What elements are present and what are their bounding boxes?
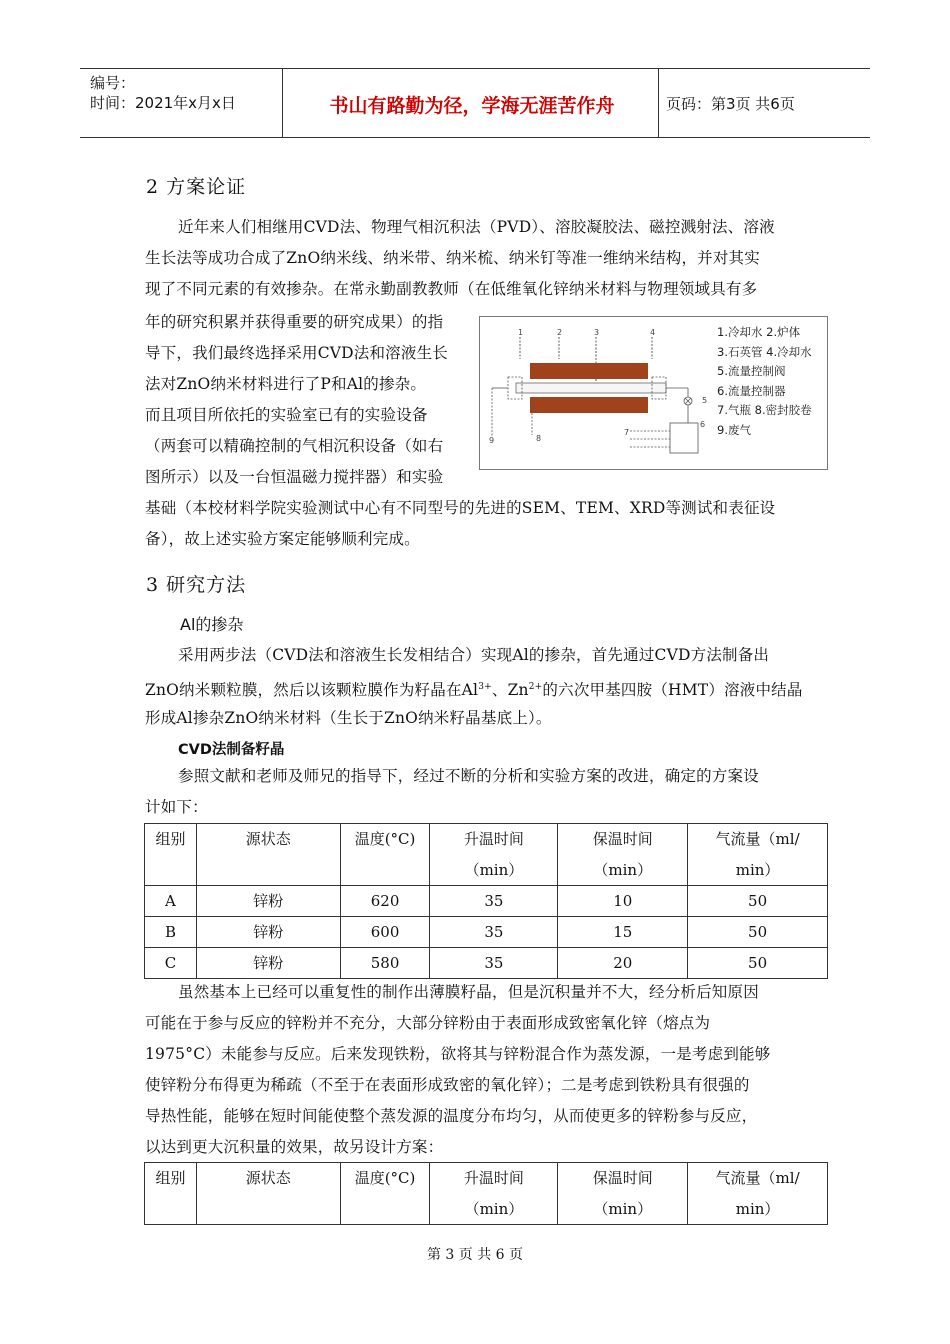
page-header xyxy=(80,68,870,138)
paragraph-line: 法对ZnO纳米材料进行了P和Al的掺杂。 xyxy=(145,375,427,393)
superscript: 3+ xyxy=(478,682,492,692)
legend-item: 5.流量控制阀 xyxy=(717,364,786,378)
legend-item: 3.石英管 4.冷却水 xyxy=(717,344,812,359)
header-cell: 温度(°C) xyxy=(340,824,430,886)
paragraph-line: 形成Al掺杂ZnO纳米材料（生长于ZnO纳米籽晶基底上）。 xyxy=(145,709,552,727)
header-cell: （min） xyxy=(430,1194,558,1225)
figure-legend xyxy=(717,323,812,440)
paragraph-line: 可能在于参与反应的锌粉并不充分，大部分锌粉由于表面形成致密氧化锌（熔点为 xyxy=(145,1014,711,1032)
header-number: 编号： xyxy=(90,74,136,92)
table-row xyxy=(145,917,828,948)
paragraph-line: 导热性能，能够在短时间能使整个蒸发源的温度分布均匀，从而使更多的锌粉参与反应， xyxy=(145,1107,758,1125)
furnace-top xyxy=(530,363,648,379)
table-cell: 锌粉 xyxy=(196,886,340,917)
header-cell: 源状态 xyxy=(196,1163,340,1225)
label-7: 7 xyxy=(624,428,630,437)
table-cell: 35 xyxy=(430,917,558,948)
header-cell: 保温时间 xyxy=(558,1163,688,1194)
text-span: 的六次甲基四胺（HMT）溶液中结晶 xyxy=(542,681,803,700)
table-row xyxy=(145,948,828,979)
apparatus-diagram xyxy=(480,317,717,469)
paragraph-line: 基础（本校材料学院实验测试中心有不同型号的先进的SEM、TEM、XRD等测试和表征设 xyxy=(145,499,776,517)
label-9: 9 xyxy=(489,436,495,445)
table-row xyxy=(145,886,828,917)
section-2-title: 2 方案论证 xyxy=(146,176,247,198)
table-cell: 50 xyxy=(688,886,828,917)
paragraph-line: 生长法等成功合成了ZnO纳米线、纳米带、纳米梳、纳米钉等准一维纳米结构，并对其实 xyxy=(145,249,760,267)
header-cell: （min） xyxy=(558,1194,688,1225)
header-cell: min） xyxy=(688,855,828,886)
subheading-cvd-seed: CVD法制备籽晶 xyxy=(178,742,285,758)
quartz-tube xyxy=(516,383,666,393)
text-span: ZnO纳米颗粒膜，然后以该颗粒膜作为籽晶在Al xyxy=(145,681,479,700)
header-cell: 升温时间 xyxy=(430,1163,558,1194)
paragraph-line: 图所示）以及一台恒温磁力搅拌器）和实验 xyxy=(145,468,444,486)
superscript: 2+ xyxy=(528,682,543,692)
section-3-title: 3 研究方法 xyxy=(146,574,247,596)
table-cell: 锌粉 xyxy=(196,917,340,948)
label-4: 4 xyxy=(650,328,656,337)
subheading-al-doping: Al的掺杂 xyxy=(180,615,244,634)
table-cell: 35 xyxy=(430,948,558,979)
table-cell: 600 xyxy=(340,917,430,948)
page-footer: 第 3 页 共 6 页 xyxy=(426,1247,524,1263)
label-2: 2 xyxy=(557,328,563,337)
text-span: 、Zn xyxy=(491,681,529,700)
header-cell: 组别 xyxy=(145,1163,197,1225)
header-cell: （min） xyxy=(430,855,558,886)
legend-item: 6.流量控制器 xyxy=(717,383,786,398)
paragraph-line: 采用两步法（CVD法和溶液生长发相结合）实现Al的掺杂，首先通过CVD方法制备出 xyxy=(178,646,770,664)
paragraph-line: 虽然基本上已经可以重复性的制作出薄膜籽晶，但是沉积量并不大，经分析后知原因 xyxy=(178,983,759,1001)
label-5: 5 xyxy=(702,396,708,405)
header-meta xyxy=(90,73,236,113)
paragraph-line: 导下，我们最终选择采用CVD法和溶液生长 xyxy=(145,344,448,362)
table-cell: 15 xyxy=(558,917,688,948)
furnace-bottom xyxy=(530,397,648,413)
header-cell: 组别 xyxy=(145,824,197,886)
paragraph-line: 年的研究积累并获得重要的研究成果）的指 xyxy=(145,313,444,331)
paragraph-line: 以达到更大沉积量的效果，故另设计方案： xyxy=(145,1138,444,1156)
table-cell: A xyxy=(145,886,197,917)
paragraph-line: 近年来人们相继用CVD法、物理气相沉积法（PVD）、溶胶凝胶法、磁控溅射法、溶液 xyxy=(178,218,775,236)
table-cell: C xyxy=(145,948,197,979)
table-cell: B xyxy=(145,917,197,948)
paragraph-line: 现了不同元素的有效掺杂。在常永勤副教教师（在低维氧化锌纳米材料与物理领域具有多 xyxy=(145,280,758,298)
table-header-row xyxy=(145,824,828,855)
legend-item: 7.气瓶 8.密封胶卷 xyxy=(717,403,812,417)
paragraph-line xyxy=(145,672,803,705)
label-8: 8 xyxy=(536,434,542,443)
paragraph-line: 计如下： xyxy=(145,798,208,816)
header-divider xyxy=(282,69,283,137)
header-motto: 书山有路勤为径，学海无涯苦作舟 xyxy=(329,95,615,117)
header-cell: 温度(°C) xyxy=(340,1163,430,1225)
header-cell: 气流量（ml/ xyxy=(688,1163,828,1194)
paragraph-line: 而且项目所依托的实验室已有的实验设备 xyxy=(145,406,428,424)
paragraph-line: （两套可以精确控制的气相沉积设备（如右 xyxy=(145,437,444,455)
header-date: 时间：2021年x月x日 xyxy=(90,94,236,112)
paragraph-line: 1975°C）未能参与反应。后来发现铁粉，欲将其与锌粉混合作为蒸发源，一是考虑到能够 xyxy=(145,1045,771,1063)
cvd-apparatus-figure xyxy=(479,316,828,470)
header-cell: 升温时间 xyxy=(430,824,558,855)
paragraph-line: 备），故上述实验方案定能够顺利完成。 xyxy=(145,530,420,548)
label-1: 1 xyxy=(518,328,524,337)
paragraph-line: 使锌粉分布得更为稀疏（不至于在表面形成致密的氧化锌）；二是考虑到铁粉具有很强的 xyxy=(145,1076,750,1094)
table-cell: 10 xyxy=(558,886,688,917)
table-cell: 50 xyxy=(688,917,828,948)
table-cell: 580 xyxy=(340,948,430,979)
header-cell: 气流量（ml/ xyxy=(688,824,828,855)
header-divider xyxy=(658,69,659,137)
legend-item: 9.废气 xyxy=(717,422,751,437)
table-header-row xyxy=(145,1163,828,1194)
table-cell: 20 xyxy=(558,948,688,979)
label-3: 3 xyxy=(594,328,600,337)
header-cell: 保温时间 xyxy=(558,824,688,855)
header-cell: min） xyxy=(688,1194,828,1225)
header-cell: 源状态 xyxy=(196,824,340,886)
label-6: 6 xyxy=(700,420,706,429)
table-cell: 50 xyxy=(688,948,828,979)
table-cell: 35 xyxy=(430,886,558,917)
table-cell: 620 xyxy=(340,886,430,917)
table-cell: 锌粉 xyxy=(196,948,340,979)
header-page: 页码：第3页 共6页 xyxy=(666,95,795,113)
header-cell: （min） xyxy=(558,855,688,886)
legend-item: 1.冷却水 2.炉体 xyxy=(717,325,801,339)
paragraph-line: 参照文献和老师及师兄的指导下，经过不断的分析和实验方案的改进，确定的方案设 xyxy=(178,767,759,785)
experiment-table-2 xyxy=(144,1162,828,1225)
experiment-table-1 xyxy=(144,823,828,979)
